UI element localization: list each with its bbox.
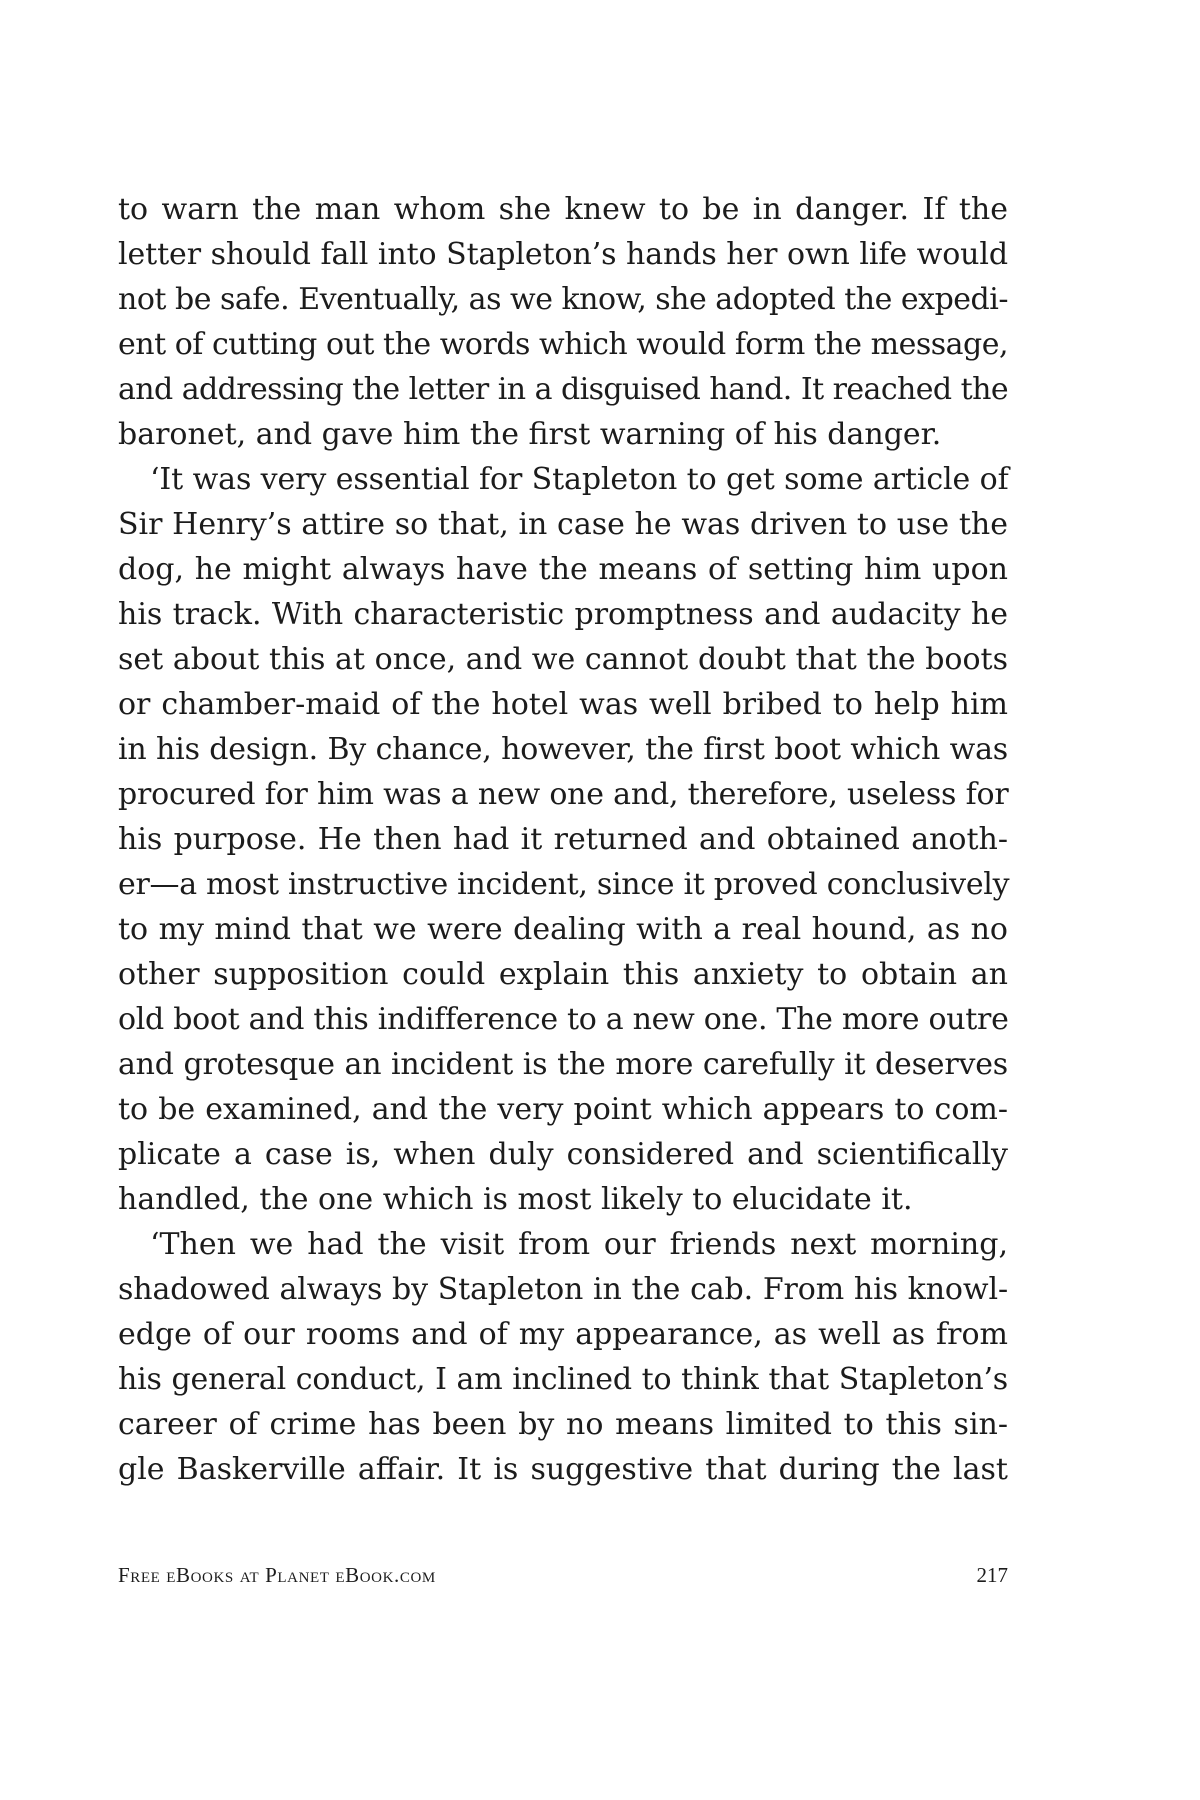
text-line: shadowed always by Stapleton in the cab. From his knowl- (118, 1272, 1008, 1307)
text-line: to my mind that we were dealing with a real hound, as no (118, 912, 1008, 947)
text-line: letter should fall into Stapleton’s hands her own life would (118, 237, 1008, 272)
text-line: er—a most instructive incident, since it proved conclusively (118, 867, 1010, 902)
text-line: Sir Henry’s attire so that, in case he was driven to use the (118, 507, 1008, 542)
text-line: dog, he might always have the means of setting him upon (118, 552, 1008, 587)
text-line: not be safe. Eventually, as we know, she adopted the expedi- (118, 282, 1008, 317)
text-line: and addressing the letter in a disguised hand. It reached the (118, 372, 1008, 407)
text-line: old boot and this indifference to a new one. The more outre (118, 1002, 1009, 1037)
text-line: procured for him was a new one and, therefore, useless for (118, 777, 1009, 812)
text-line: and grotesque an incident is the more carefully it deserves (118, 1047, 1008, 1082)
text-line: ent of cutting out the words which would form the message, (118, 327, 1008, 362)
text-line: his general conduct, I am inclined to think that Stapleton’s (118, 1362, 1008, 1397)
text-line: plicate a case is, when duly considered and scientifically (118, 1137, 1008, 1172)
text-line: baronet, and gave him the first warning of his danger. (118, 417, 942, 452)
text-line: or chamber-maid of the hotel was well bribed to help him (118, 687, 1008, 722)
text-line: handled, the one which is most likely to elucidate it. (118, 1182, 913, 1217)
text-line: his purpose. He then had it returned and obtained anoth- (118, 822, 1008, 857)
footer-source-text: Free eBooks at Planet eBook.com (118, 1563, 436, 1587)
text-line: edge of our rooms and of my appearance, as well as from (118, 1317, 1008, 1352)
page-number: 217 (976, 1563, 1008, 1587)
text-line: in his design. By chance, however, the first boot which was (118, 732, 1008, 767)
text-line: gle Baskerville affair. It is suggestive that during the last (118, 1452, 1008, 1487)
paragraph-start-line: ‘It was very essential for Stapleton to get some article of (150, 462, 1009, 497)
page-footer (118, 1563, 1008, 1593)
text-line: to warn the man whom she knew to be in danger. If the (118, 192, 1008, 227)
text-line: other supposition could explain this anxiety to obtain an (118, 957, 1008, 992)
body-text (118, 187, 1008, 1492)
paragraph-start-line: ‘Then we had the visit from our friends next morning, (150, 1227, 1008, 1262)
text-line: to be examined, and the very point which appears to com- (118, 1092, 1008, 1127)
text-line: set about this at once, and we cannot doubt that the boots (118, 642, 1008, 677)
text-line: career of crime has been by no means limited to this sin- (118, 1407, 1008, 1442)
text-line: his track. With characteristic promptness and audacity he (118, 597, 1008, 632)
